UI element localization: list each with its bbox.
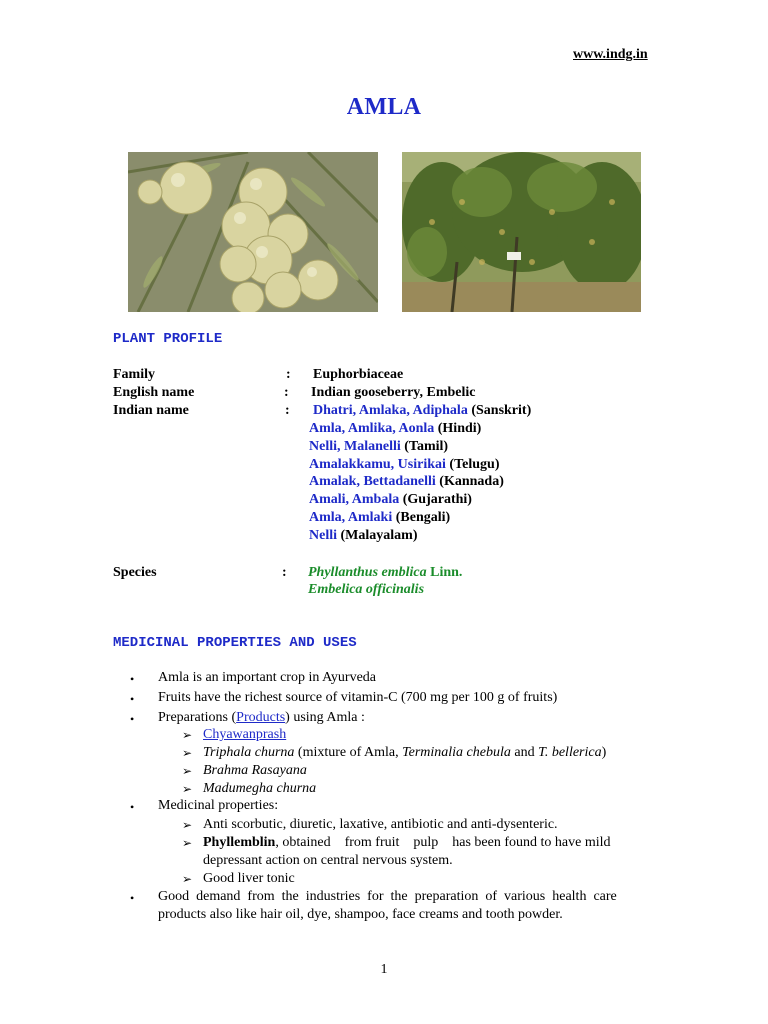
species-label: Species — [113, 565, 157, 580]
species-author: Linn. — [430, 565, 463, 580]
list-item — [203, 835, 611, 851]
bullet-icon: • — [130, 692, 135, 706]
list-item: Brahma Rasayana — [203, 763, 307, 778]
family-colon: : — [286, 367, 291, 382]
indian-name-row — [309, 510, 450, 526]
text-fragment: Phyllemblin — [203, 835, 276, 850]
arrow-icon: ➢ — [182, 782, 193, 796]
plant-profile-heading: PLANT PROFILE — [113, 331, 223, 347]
species-synonym: Embelica officinalis — [308, 582, 425, 597]
text-fragment: T. bellerica — [538, 745, 602, 760]
bullet-icon: • — [130, 891, 135, 905]
indian-name-row — [309, 474, 504, 490]
list-item: Amla is an important crop in Ayurveda — [158, 670, 376, 685]
indian-name-words: Nelli, Malanelli — [309, 439, 401, 454]
indian-name-language: (Gujarathi) — [402, 492, 472, 507]
indian-name-label: Indian name — [113, 403, 189, 418]
arrow-icon: ➢ — [182, 746, 193, 760]
amla-fruit-image — [128, 152, 378, 312]
indian-name-words: Amali, Ambala — [309, 492, 400, 507]
indian-name-language: (Telugu) — [449, 457, 500, 472]
indian-name-language: (Tamil) — [404, 439, 449, 454]
indian-name-words: Nelli — [309, 528, 337, 543]
species-primary — [308, 565, 462, 581]
text-fragment: ) using Amla : — [285, 710, 365, 725]
family-value: Euphorbiaceae — [313, 367, 404, 382]
text-fragment: , obtained from fruit pulp has been found to have mild — [275, 835, 611, 850]
indian-name-row — [309, 457, 499, 473]
page-number: 1 — [380, 962, 388, 977]
page-title: AMLA — [346, 94, 422, 120]
text-fragment: (mixture of Amla, — [294, 745, 403, 760]
indian-name-row — [309, 528, 417, 544]
site-url[interactable]: www.indg.in — [573, 47, 648, 62]
text-fragment: ) — [601, 745, 607, 760]
list-item: Good demand from the industries for the preparation of various health care — [158, 889, 617, 904]
list-item — [203, 727, 286, 743]
products-link[interactable]: Products — [236, 710, 286, 725]
indian-name-language: (Kannada) — [439, 474, 504, 489]
species-name: Phyllanthus emblica — [308, 565, 427, 580]
english-name-value: Indian gooseberry, Embelic — [311, 385, 476, 400]
english-name-label: English name — [113, 385, 195, 400]
indian-name-language: (Malayalam) — [340, 528, 418, 543]
list-item: Anti scorbutic, diuretic, laxative, antibiotic and anti-dysenteric. — [203, 817, 558, 832]
indian-name-row — [309, 492, 472, 508]
arrow-icon: ➢ — [182, 872, 193, 886]
list-item: Medicinal properties: — [158, 798, 279, 813]
bullet-icon: • — [130, 672, 135, 686]
list-item — [203, 745, 606, 761]
arrow-icon: ➢ — [182, 818, 193, 832]
list-item-continuation: products also like hair oil, dye, shampoo, face creams and tooth powder. — [158, 907, 563, 922]
list-item: Good liver tonic — [203, 871, 295, 886]
amla-tree-image — [402, 152, 641, 312]
list-item: Madumegha churna — [203, 781, 317, 796]
indian-name-colon: : — [285, 403, 290, 418]
english-name-colon: : — [284, 385, 289, 400]
text-fragment: Triphala churna — [203, 745, 295, 760]
list-item — [158, 710, 365, 726]
chyawanprash-link[interactable]: Chyawanprash — [203, 727, 287, 742]
indian-name-words: Dhatri, Amlaka, Adiphala — [313, 403, 468, 418]
arrow-icon: ➢ — [182, 728, 193, 742]
indian-name-row — [309, 439, 448, 455]
indian-name-language: (Sanskrit) — [471, 403, 532, 418]
species-colon: : — [282, 565, 287, 580]
indian-name-language: (Bengali) — [395, 510, 451, 525]
indian-name-row — [309, 421, 481, 437]
indian-name-words: Amalak, Bettadanelli — [309, 474, 436, 489]
bullet-icon: • — [130, 712, 135, 726]
list-item: Fruits have the richest source of vitamin-C (700 mg per 100 g of fruits) — [158, 690, 558, 705]
text-fragment: Preparations ( — [158, 710, 237, 725]
text-fragment: Terminalia chebula — [402, 745, 511, 760]
indian-name-words: Amla, Amlika, Aonla — [309, 421, 435, 436]
bullet-icon: • — [130, 800, 135, 814]
indian-name-language: (Hindi) — [437, 421, 482, 436]
indian-name-words: Amla, Amlaki — [309, 510, 393, 525]
indian-name-words: Amalakkamu, Usirikai — [309, 457, 446, 472]
indian-name-row — [313, 403, 531, 419]
text-fragment: and — [510, 745, 539, 760]
arrow-icon: ➢ — [182, 764, 193, 778]
list-item-continuation: depressant action on central nervous system. — [203, 853, 453, 868]
arrow-icon: ➢ — [182, 836, 193, 850]
family-label: Family — [113, 367, 155, 382]
medicinal-heading: MEDICINAL PROPERTIES AND USES — [113, 635, 357, 651]
